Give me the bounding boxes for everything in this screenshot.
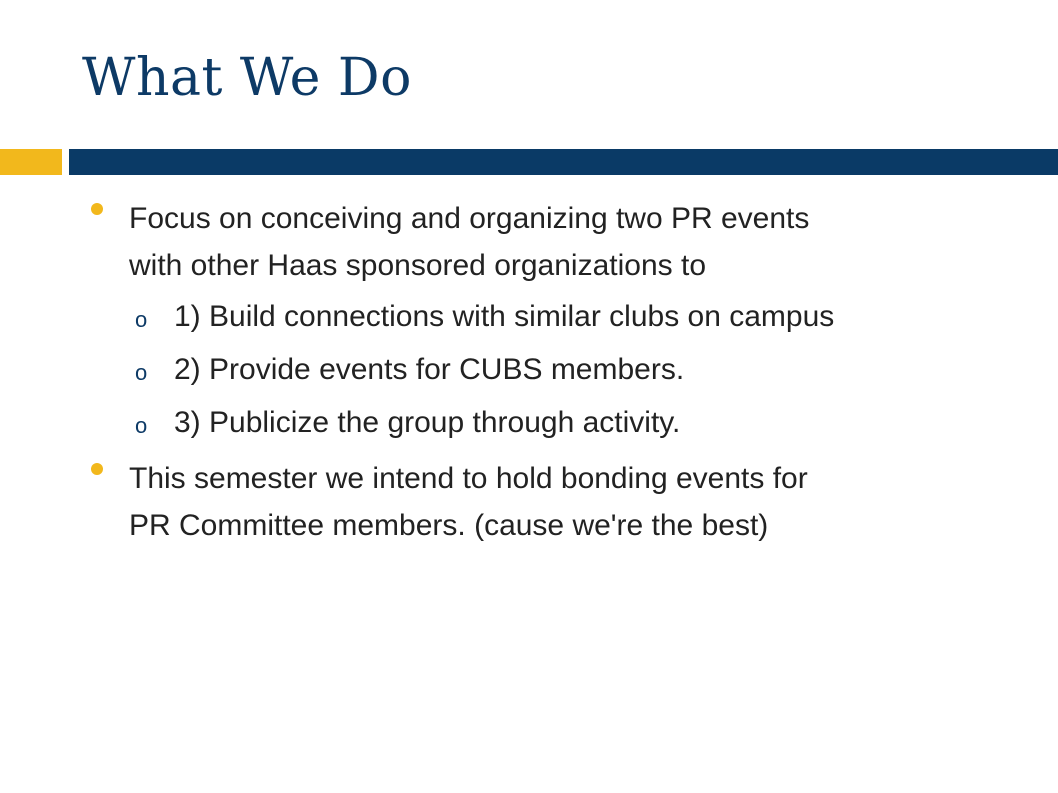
sub-bullet-marker-icon: o: [135, 413, 148, 438]
bullet-dot-icon: [91, 203, 103, 215]
sub-item-2: 2) Provide events for CUBS members.: [174, 353, 685, 386]
bullet-2-line-2: PR Committee members. (cause we're the best): [129, 509, 769, 542]
bullet-1-line-1: Focus on conceiving and organizing two PR events: [129, 202, 810, 235]
sub-bullet-marker-icon: o: [135, 307, 148, 332]
bullet-1-line-2: with other Haas sponsored organizations to: [129, 249, 707, 282]
title-accent-bar: [0, 149, 62, 175]
sub-bullet-marker-icon: o: [135, 360, 148, 385]
bullet-2-line-1: This semester we intend to hold bonding events for: [129, 462, 808, 495]
bullet-dot-icon: [91, 463, 103, 475]
slide-title: What We Do: [82, 48, 412, 108]
title-divider-bar: [69, 149, 1058, 175]
sub-item-1: 1) Build connections with similar clubs on campus: [174, 300, 835, 333]
sub-item-3: 3) Publicize the group through activity.: [174, 406, 681, 439]
